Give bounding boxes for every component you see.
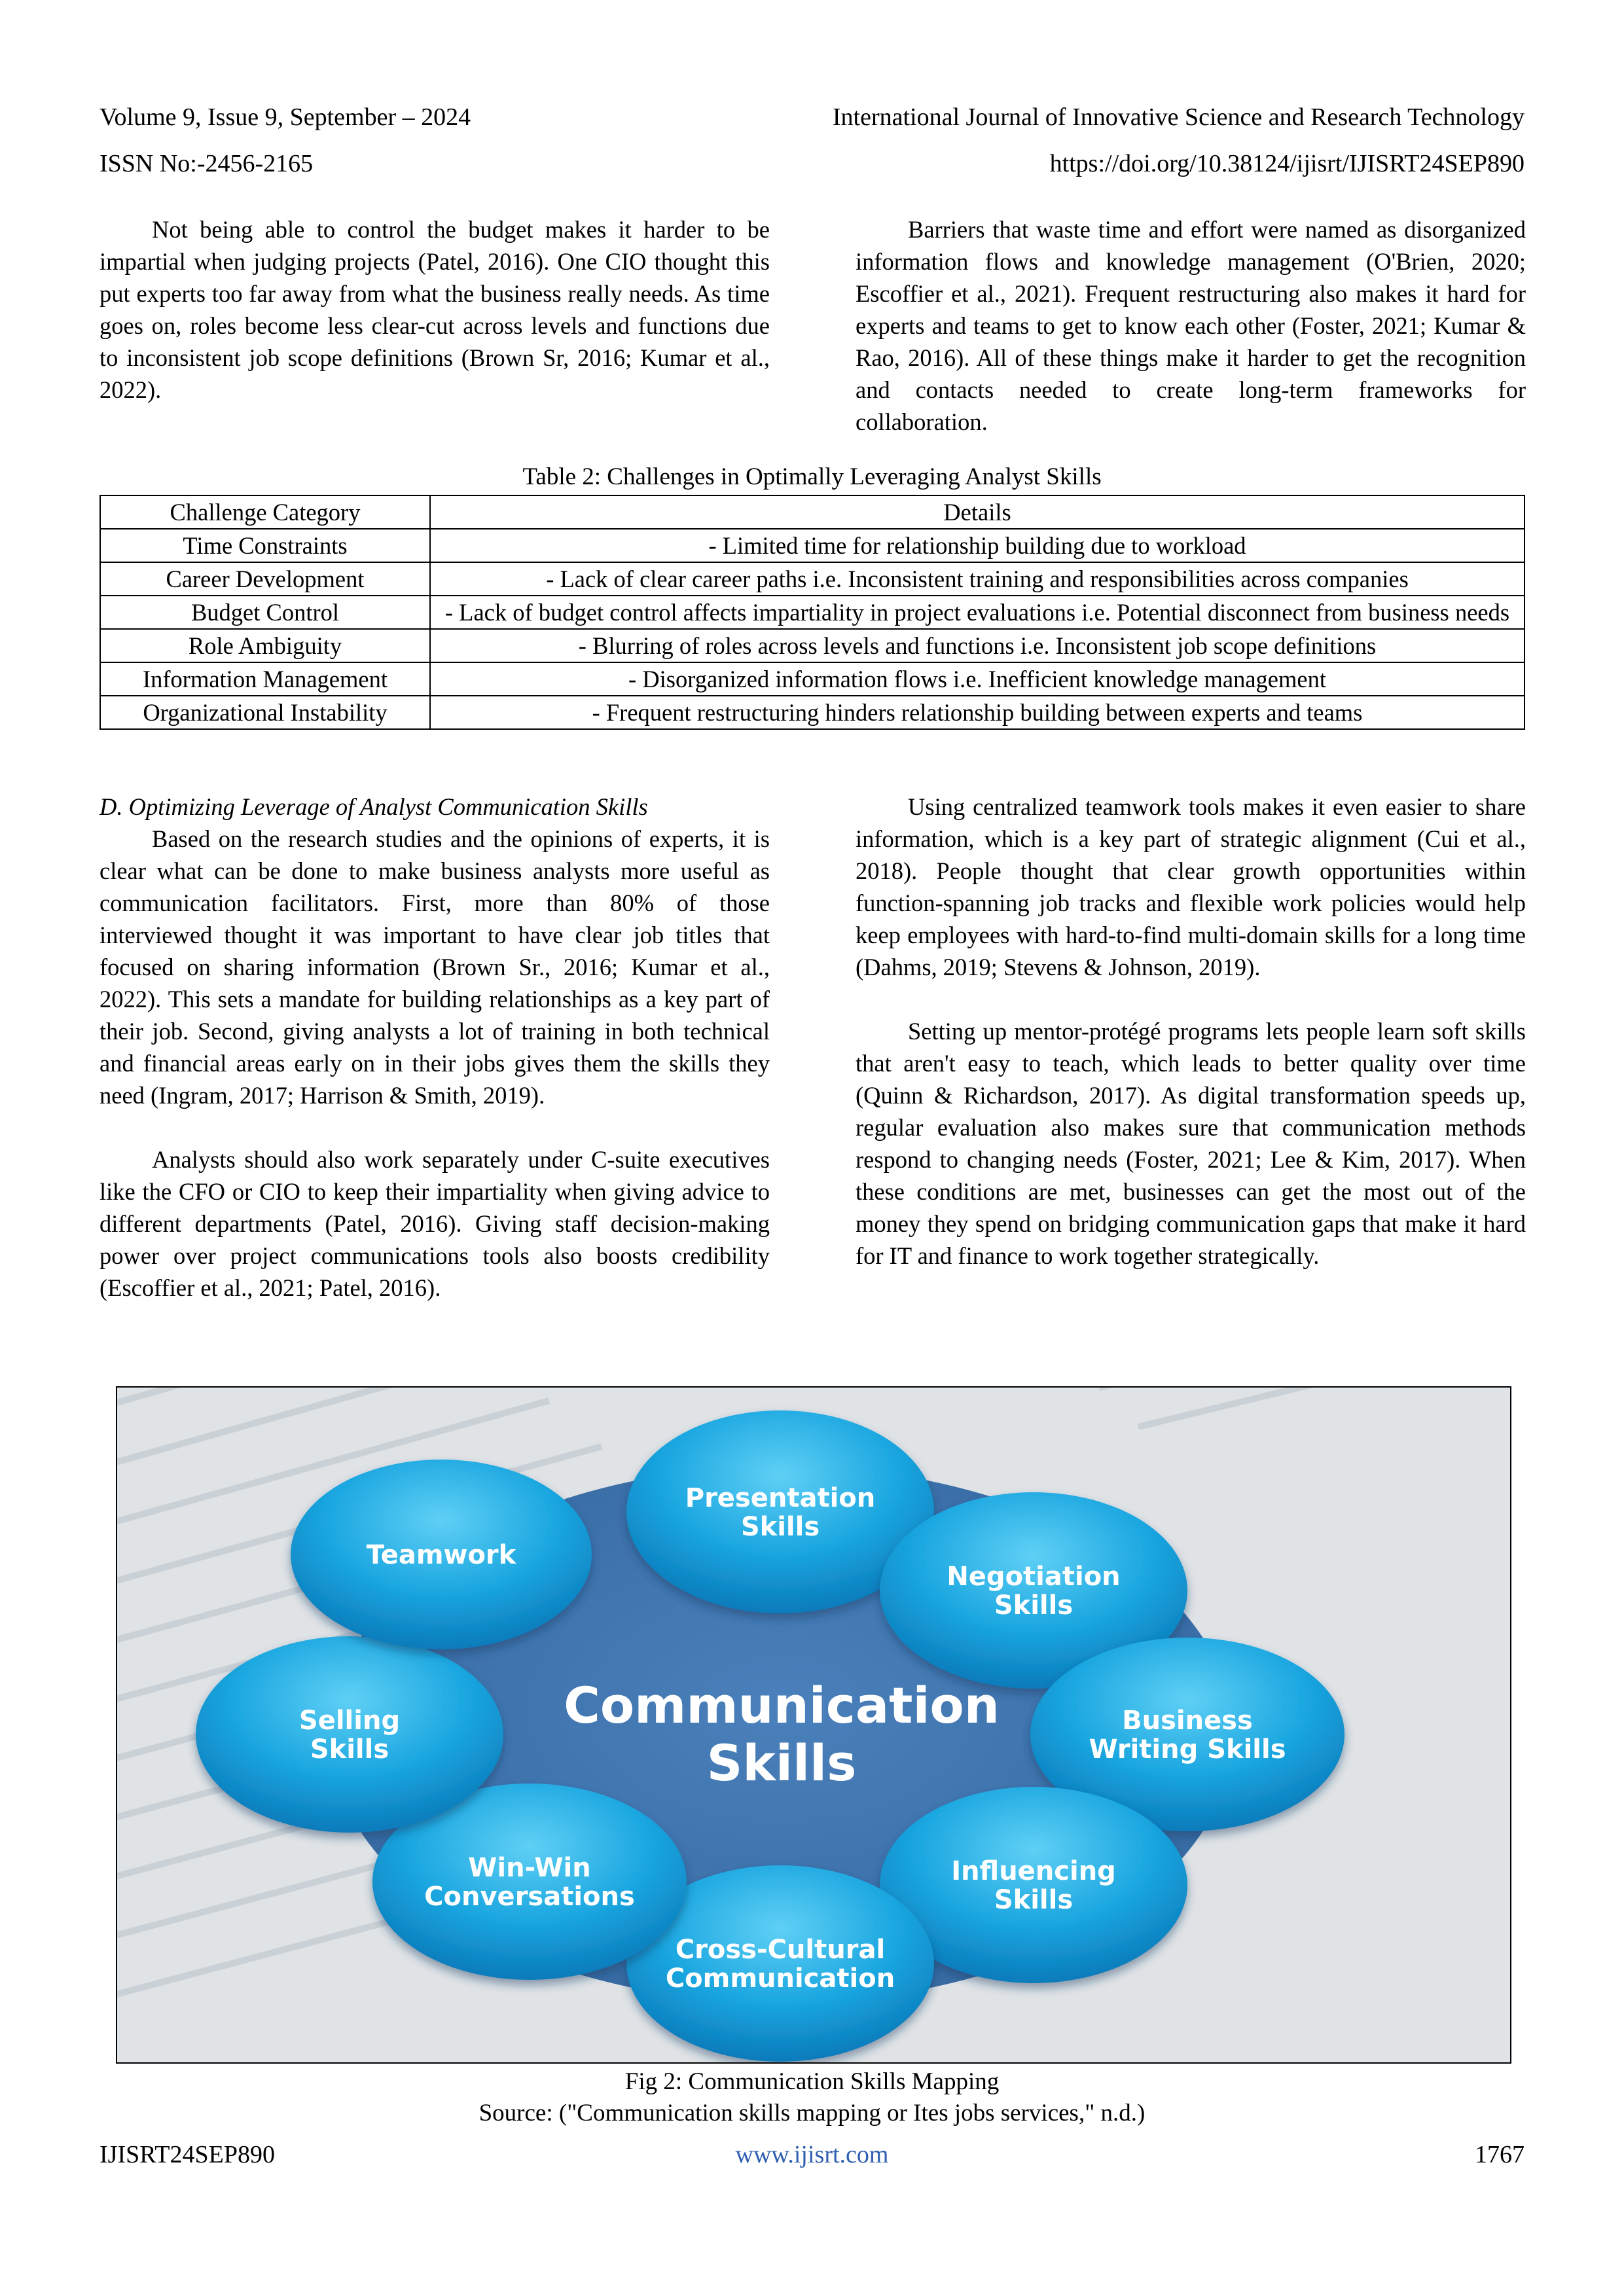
- skill-node-label: Communication: [665, 1964, 895, 1994]
- footer-id: IJISRT24SEP890: [99, 2141, 275, 2168]
- table-cell-details: - Limited time for relationship building due to workload: [430, 529, 1525, 562]
- challenges-table: [99, 495, 1525, 730]
- table-header-row: [100, 495, 1525, 529]
- table-row: [100, 529, 1525, 562]
- table-row: [100, 596, 1525, 629]
- intro-left-paragraph: Not being able to control the budget makes it harder to be impartial when judging projects (Patel, 2016). One CIO thought this put experts too far away from what the business really needs. As time goes on, roles become less clear-cut across levels and functions due to inconsistent job scope definitions (Brown Sr, 2016; Kumar et al., 2022).: [99, 216, 770, 403]
- header-volume: Volume 9, Issue 9, September – 2024: [99, 103, 471, 131]
- section-left-paragraph-2: Analysts should also work separately under C-suite executives like the CFO or CIO to keep their impartiality when giving advice to different departments (Patel, 2016). Giving staff decision-making power over project communications tools also boosts credibility (Escoffier et al., 2021; Patel, 2016).: [99, 1146, 770, 1301]
- table-caption: Table 2: Challenges in Optimally Leveraging Analyst Skills: [522, 463, 1102, 490]
- table-cell-details: - Disorganized information flows i.e. Inefficient knowledge management: [430, 662, 1525, 696]
- section-left-column: [99, 791, 770, 1304]
- table-cell-category: Career Development: [100, 562, 430, 596]
- table-cell-category: Organizational Instability: [100, 696, 430, 729]
- table-cell-category: Role Ambiguity: [100, 629, 430, 662]
- table-cell-details: - Frequent restructuring hinders relationship building between experts and teams: [430, 696, 1525, 729]
- intro-left-column: [99, 213, 770, 406]
- skill-node-label: Skills: [994, 1885, 1074, 1915]
- skill-node-label: Negotiation: [947, 1562, 1121, 1592]
- table-row: [100, 696, 1525, 729]
- skill-node: [291, 1460, 592, 1649]
- intro-right-paragraph: Barriers that waste time and effort were named as disorganized information flows and knowledge management (O'Brien, 2020; Escoffier et al., 2021). Frequent restructuring also makes it hard for experts and teams to get to know each other (Foster, 2021; Kumar & Rao, 2016). All of these things make it harder to get the recognition and contacts needed to create long-term frameworks for collaboration.: [856, 216, 1526, 435]
- skill-node-label: Conversations: [424, 1882, 635, 1912]
- skill-node-label: Influencing: [951, 1856, 1116, 1886]
- skill-node-label: Skills: [994, 1590, 1074, 1621]
- skill-node-label: Win-Win: [468, 1853, 591, 1883]
- skill-node-label: Skills: [310, 1734, 389, 1765]
- table-cell-details: - Lack of budget control affects impartiality in project evaluations i.e. Potential disconnect from business needs: [430, 596, 1525, 629]
- header-issn: ISSN No:-2456-2165: [99, 150, 314, 177]
- footer-page-number: 1767: [1475, 2141, 1525, 2168]
- section-left-paragraph-1: Based on the research studies and the opinions of experts, it is clear what can be done to make business analysts more useful as communication facilitators. First, more than 80% of those interviewed thought it was important to have clear job titles that focused on sharing information (Brown Sr., 2016; Kumar et al., 2022). This sets a mandate for building relationships as a key part of their job. Second, giving analysts a lot of training in both technical and financial areas early on in their jobs gives them the skills they need (Ingram, 2017; Harrison & Smith, 2019).: [99, 825, 770, 1109]
- communication-skills-diagram: [117, 1388, 1510, 2062]
- table-cell-category: Budget Control: [100, 596, 430, 629]
- table-row: [100, 629, 1525, 662]
- table-header-category: Challenge Category: [100, 495, 430, 529]
- table-cell-category: Information Management: [100, 662, 430, 696]
- table-row: [100, 562, 1525, 596]
- skill-node: [196, 1636, 503, 1833]
- skill-node-label: Business: [1122, 1706, 1253, 1736]
- figure-caption: Fig 2: Communication Skills Mapping: [624, 2068, 1000, 2095]
- section-right-paragraph-1: Using centralized teamwork tools makes it even easier to share information, which is a key part of strategic alignment (Cui et al., 2018). People thought that clear growth opportunities within function-spanning job tracks and flexible work policies would help keep employees with hard-to-find multi-domain skills for a long time (Dahms, 2019; Stevens & Johnson, 2019).: [856, 793, 1526, 980]
- section-right-column: [856, 791, 1526, 1272]
- table-header-details: Details: [430, 495, 1525, 529]
- skill-node-label: Selling: [298, 1706, 401, 1736]
- section-title: D. Optimizing Leverage of Analyst Communication Skills: [99, 793, 648, 820]
- table-cell-category: Time Constraints: [100, 529, 430, 562]
- section-right-paragraph-2: Setting up mentor-protégé programs lets people learn soft skills that aren't easy to teach, which leads to better quality over time (Quinn & Richardson, 2017). As digital transformation speeds up, regular evaluation also makes sure that communication methods respond to changing needs (Foster, 2021; Lee & Kim, 2017). When these conditions are met, businesses can get the most out of the money they spend on bridging communication gaps that make it hard for IT and finance to work together strategically.: [856, 1018, 1526, 1269]
- skill-node-label: Cross-Cultural: [675, 1935, 886, 1965]
- hub-title-line1: Communication: [564, 1676, 1000, 1734]
- header-doi[interactable]: https://doi.org/10.38124/ijisrt/IJISRT24SEP890: [1049, 150, 1525, 177]
- header-journal: International Journal of Innovative Science and Research Technology: [832, 103, 1525, 131]
- table-cell-details: - Lack of clear career paths i.e. Inconsistent training and responsibilities across companies: [430, 562, 1525, 596]
- footer-url[interactable]: www.ijisrt.com: [735, 2141, 889, 2168]
- skill-node-label: Skills: [740, 1512, 820, 1542]
- communication-skills-figure: [116, 1386, 1511, 2064]
- hub-title-line2: Skills: [706, 1734, 857, 1792]
- skill-node-label: Writing Skills: [1089, 1734, 1286, 1765]
- intro-right-column: [856, 213, 1526, 438]
- skill-node-label: Presentation: [685, 1483, 876, 1513]
- table-cell-details: - Blurring of roles across levels and functions i.e. Inconsistent job scope definitions: [430, 629, 1525, 662]
- table-row: [100, 662, 1525, 696]
- skill-node-label: Teamwork: [366, 1540, 516, 1570]
- figure-source: Source: ("Communication skills mapping or Ites jobs services," n.d.): [478, 2100, 1146, 2126]
